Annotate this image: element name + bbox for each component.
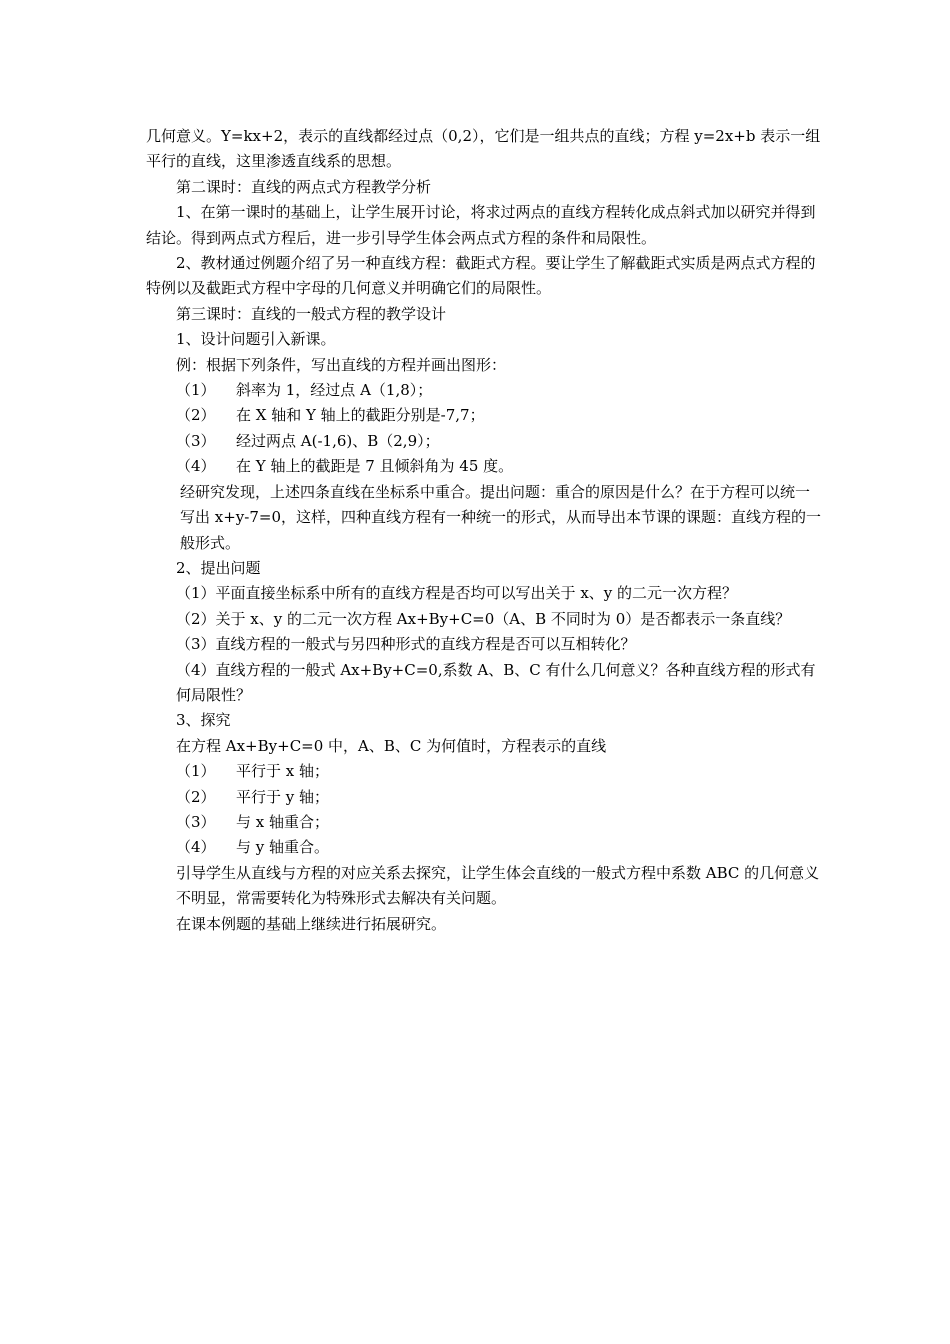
example-item-text: 在 X 轴和 Y 轴上的截距分别是-7,7；: [236, 406, 485, 425]
example-item-text: 在 Y 轴上的截距是 7 且倾斜角为 45 度。: [236, 457, 514, 476]
step2-heading: 2、提出问题: [176, 558, 261, 577]
example-item: [146, 378, 822, 403]
explore-item-text: 平行于 y 轴；: [236, 787, 330, 806]
guide-paragraph: 引导学生从直线与方程的对应关系去探究，让学生体会直线的一般式方程中系数 ABC 的几何意义不明显，常需要转化为特殊形式去解决有关问题。: [176, 863, 820, 908]
question-item: （2）关于 x、y 的二元一次方程 Ax+By+C=0（A、B 不同时为 0）是否都表示一条直线？: [176, 609, 791, 628]
example-item: [146, 454, 822, 479]
explore-item-number: （3）: [176, 812, 216, 831]
explore-item: [146, 759, 822, 784]
explore-item-text: 平行于 x 轴；: [236, 762, 329, 781]
explore-item: [146, 785, 822, 810]
question-item: （3）直线方程的一般式与另四种形式的直线方程是否可以互相转化？: [176, 635, 636, 654]
explore-item-number: （2）: [176, 787, 216, 806]
explore-item-number: （4）: [176, 838, 216, 857]
example-item-text: 经过两点 A(-1,6)、B（2,9）；: [236, 431, 440, 450]
explore-item-text: 与 x 轴重合；: [236, 812, 329, 831]
step1-heading: 1、设计问题引入新课。: [176, 330, 336, 349]
lesson2-item-1: 1、在第一课时的基础上，让学生展开讨论，将求过两点的直线方程转化成点斜式加以研究并得到结论。得到两点式方程后，进一步引导学生体会两点式方程的条件和局限性。: [146, 203, 816, 247]
paragraph-geometric-meaning: 几何意义。Y=kx+2，表示的直线都经过点（0,2），它们是一组共点的直线；方程 y=2x+b 表示一组平行的直线，这里渗透直线系的思想。: [146, 127, 821, 171]
example-item-text: 斜率为 1，经过点 A（1,8）；: [236, 381, 433, 400]
lesson2-title: 第二课时：直线的两点式方程教学分析: [176, 177, 432, 196]
explore-item: [146, 810, 822, 835]
example-item-number: （3）: [176, 431, 216, 450]
example-item: [146, 429, 822, 454]
explore-intro: 在方程 Ax+By+C=0 中，A、B、C 为何值时，方程表示的直线: [176, 736, 607, 755]
lesson2-item-2: 2、教材通过例题介绍了另一种直线方程：截距式方程。要让学生了解截距式实质是两点式方程的特例以及截距式方程中字母的几何意义并明确它们的局限性。: [146, 254, 816, 298]
explore-item: [146, 835, 822, 860]
explore-item-number: （1）: [176, 762, 216, 781]
question-item: （1）平面直接坐标系中所有的直线方程是否均可以写出关于 x、y 的二元一次方程？: [176, 584, 738, 603]
document-body: [146, 124, 822, 937]
example-item-number: （2）: [176, 406, 216, 425]
example-item-number: （4）: [176, 457, 216, 476]
example-intro: 例：根据下列条件，写出直线的方程并画出图形：: [176, 355, 507, 374]
research-paragraph: 经研究发现，上述四条直线在坐标系中重合。提出问题：重合的原因是什么？在于方程可以统一写出 x+y-7=0，这样，四种直线方程有一种统一的形式，从而导出本节课的课题：直线方程的一般形式。: [180, 482, 821, 552]
step3-heading: 3、探究: [176, 711, 231, 730]
question-item: （4）直线方程的一般式 Ax+By+C=0,系数 A、B、C 有什么几何意义？各种直线方程的形式有何局限性？: [176, 660, 816, 704]
lesson3-title: 第三课时：直线的一般式方程的教学设计: [176, 304, 447, 323]
extension-paragraph: 在课本例题的基础上继续进行拓展研究。: [176, 914, 447, 933]
explore-item-text: 与 y 轴重合。: [236, 838, 330, 857]
example-item-number: （1）: [176, 381, 216, 400]
example-item: [146, 403, 822, 428]
